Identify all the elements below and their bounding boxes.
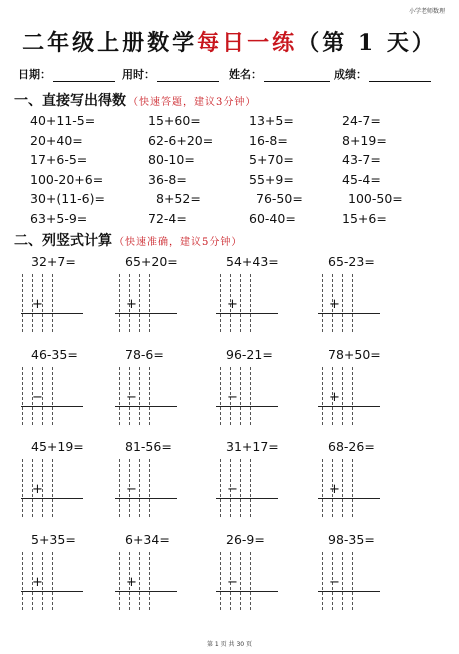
- vertical-problem: [31, 439, 131, 529]
- answer-line: [115, 498, 177, 499]
- operator-sign: −: [329, 575, 340, 590]
- answer-line: [216, 591, 278, 592]
- oral-problem: 60-40=: [249, 210, 296, 226]
- operator-sign: +: [329, 297, 340, 312]
- vertical-problem: [31, 254, 131, 344]
- oral-problem: 20+40=: [30, 132, 83, 148]
- section-2-hint: （快速准确，建议5分钟）: [114, 237, 243, 248]
- name-label: 姓名：: [229, 68, 262, 81]
- oral-problem: 43-7=: [342, 152, 381, 167]
- answer-line: [21, 591, 83, 592]
- vertical-problem: [328, 347, 428, 437]
- date-blank[interactable]: [53, 70, 115, 82]
- operator-sign: +: [126, 297, 137, 312]
- oral-problem: 8+52=: [156, 191, 201, 206]
- operator-sign: +: [329, 390, 340, 405]
- column-guide: [220, 274, 221, 332]
- vertical-problem: [226, 439, 326, 529]
- vertical-problem-text: 31+17=: [226, 439, 279, 454]
- answer-line: [216, 406, 278, 407]
- column-guide: [139, 459, 140, 517]
- vertical-problem-text: 98-35=: [328, 532, 375, 547]
- title-day: （第 1 天）: [297, 30, 437, 56]
- vertical-problem: [226, 347, 326, 437]
- oral-problem: 17+6-5=: [30, 152, 88, 167]
- answer-line: [318, 406, 380, 407]
- vertical-problem: [31, 532, 131, 622]
- operator-sign: −: [126, 390, 137, 405]
- column-guide: [342, 552, 343, 610]
- date-field[interactable]: [18, 66, 115, 82]
- column-guide: [352, 552, 353, 610]
- column-guide: [52, 552, 53, 610]
- answer-line: [21, 406, 83, 407]
- score-field[interactable]: [334, 66, 431, 82]
- column-guide: [220, 367, 221, 425]
- oral-problem: 5+70=: [249, 152, 294, 167]
- page-title: [0, 26, 459, 57]
- oral-problem: 55+9=: [249, 171, 294, 187]
- section-1-heading: [14, 90, 256, 110]
- column-guide: [352, 274, 353, 332]
- section-2-title: 二、列竖式计算: [14, 233, 112, 249]
- column-guide: [119, 274, 120, 332]
- vertical-problem: [226, 254, 326, 344]
- answer-line: [115, 591, 177, 592]
- oral-problem: 16-8=: [249, 132, 288, 148]
- oral-problem: 30+(11-6)=: [30, 191, 105, 206]
- operator-sign: +: [32, 297, 43, 312]
- column-guide: [250, 552, 251, 610]
- column-guide: [149, 274, 150, 332]
- oral-problem: 8+19=: [342, 132, 387, 148]
- section-1-title: 一、直接写出得数: [14, 93, 126, 109]
- column-guide: [322, 552, 323, 610]
- oral-problem: 100-20+6=: [30, 171, 104, 187]
- operator-sign: −: [32, 390, 43, 405]
- column-guide: [240, 552, 241, 610]
- operator-sign: +: [227, 297, 238, 312]
- vertical-problem: [328, 254, 428, 344]
- answer-line: [216, 313, 278, 314]
- column-guide: [119, 459, 120, 517]
- vertical-problem: [125, 254, 225, 344]
- vertical-problem: [31, 347, 131, 437]
- vertical-problem-text: 65-23=: [328, 254, 375, 269]
- vertical-problem-text: 32+7=: [31, 254, 76, 269]
- vertical-problem-text: 45+19=: [31, 439, 84, 454]
- oral-problem: 15+6=: [342, 210, 387, 226]
- column-guide: [139, 552, 140, 610]
- vertical-problem-text: 65+20=: [125, 254, 178, 269]
- oral-problem: 62-6+20=: [148, 132, 214, 148]
- operator-sign: −: [227, 390, 238, 405]
- column-guide: [342, 459, 343, 517]
- vertical-problem-text: 46-35=: [31, 347, 78, 362]
- vertical-problem: [328, 532, 428, 622]
- vertical-problem-text: 26-9=: [226, 532, 265, 547]
- operator-sign: +: [32, 482, 43, 497]
- vertical-problem-text: 5+35=: [31, 532, 76, 547]
- column-guide: [119, 367, 120, 425]
- vertical-problem-text: 78+50=: [328, 347, 381, 362]
- operator-sign: +: [32, 575, 43, 590]
- oral-problem: 24-7=: [342, 113, 381, 128]
- column-guide: [250, 367, 251, 425]
- vertical-problem-text: 68-26=: [328, 439, 375, 454]
- column-guide: [220, 552, 221, 610]
- column-guide: [342, 367, 343, 425]
- section-2-heading: [14, 230, 242, 250]
- column-guide: [52, 274, 53, 332]
- column-guide: [322, 459, 323, 517]
- column-guide: [52, 459, 53, 517]
- operator-sign: +: [329, 482, 340, 497]
- column-guide: [322, 367, 323, 425]
- answer-line: [115, 313, 177, 314]
- vertical-problem-text: 6+34=: [125, 532, 170, 547]
- vertical-problem: [125, 532, 225, 622]
- column-guide: [149, 552, 150, 610]
- column-guide: [139, 367, 140, 425]
- column-guide: [22, 459, 23, 517]
- vertical-problem: [226, 532, 326, 622]
- column-guide: [220, 459, 221, 517]
- score-label: 成绩：: [334, 68, 367, 81]
- vertical-problem-text: 81-56=: [125, 439, 172, 454]
- vertical-problem: [125, 347, 225, 437]
- column-guide: [342, 274, 343, 332]
- answer-line: [318, 313, 380, 314]
- page-footer: 第 1 页 共 30 页: [207, 641, 252, 648]
- time-blank[interactable]: [157, 70, 219, 82]
- column-guide: [240, 367, 241, 425]
- column-guide: [250, 274, 251, 332]
- column-guide: [52, 367, 53, 425]
- column-guide: [22, 367, 23, 425]
- column-guide: [119, 552, 120, 610]
- column-guide: [352, 367, 353, 425]
- name-field[interactable]: [229, 66, 330, 82]
- column-guide: [240, 274, 241, 332]
- column-guide: [322, 274, 323, 332]
- title-grade: 二年级上册数学: [22, 30, 198, 56]
- answer-line: [216, 498, 278, 499]
- answer-line: [318, 591, 380, 592]
- oral-problem: 76-50=: [256, 191, 303, 206]
- time-label: 用时：: [122, 68, 155, 81]
- oral-problem: 45-4=: [342, 171, 381, 187]
- column-guide: [149, 367, 150, 425]
- operator-sign: −: [227, 482, 238, 497]
- corner-note: 小学老师数理: [408, 8, 445, 15]
- column-guide: [149, 459, 150, 517]
- title-daily: 每日一练: [197, 30, 298, 56]
- column-guide: [352, 459, 353, 517]
- column-guide: [22, 274, 23, 332]
- oral-problem: 100-50=: [348, 191, 403, 206]
- name-blank[interactable]: [264, 70, 330, 82]
- column-guide: [240, 459, 241, 517]
- date-label: 日期：: [18, 68, 51, 81]
- oral-problem: 40+11-5=: [30, 113, 96, 128]
- vertical-problem: [328, 439, 428, 529]
- oral-problem: 63+5-9=: [30, 210, 88, 226]
- score-blank[interactable]: [369, 70, 431, 82]
- column-guide: [22, 552, 23, 610]
- vertical-problem: [125, 439, 225, 529]
- operator-sign: +: [126, 575, 137, 590]
- oral-problem: 13+5=: [249, 113, 294, 128]
- oral-problem: 15+60=: [148, 113, 201, 128]
- oral-problem: 72-4=: [148, 210, 187, 226]
- vertical-problem-text: 78-6=: [125, 347, 164, 362]
- vertical-problem-text: 54+43=: [226, 254, 279, 269]
- column-guide: [250, 459, 251, 517]
- answer-line: [21, 313, 83, 314]
- column-guide: [139, 274, 140, 332]
- oral-problem: 36-8=: [148, 171, 187, 187]
- answer-line: [115, 406, 177, 407]
- answer-line: [318, 498, 380, 499]
- operator-sign: −: [126, 482, 137, 497]
- vertical-problem-text: 96-21=: [226, 347, 273, 362]
- time-field[interactable]: [122, 66, 219, 82]
- oral-problem: 80-10=: [148, 152, 195, 167]
- section-1-hint: （快速答题，建议3分钟）: [128, 97, 257, 108]
- answer-line: [21, 498, 83, 499]
- operator-sign: −: [227, 575, 238, 590]
